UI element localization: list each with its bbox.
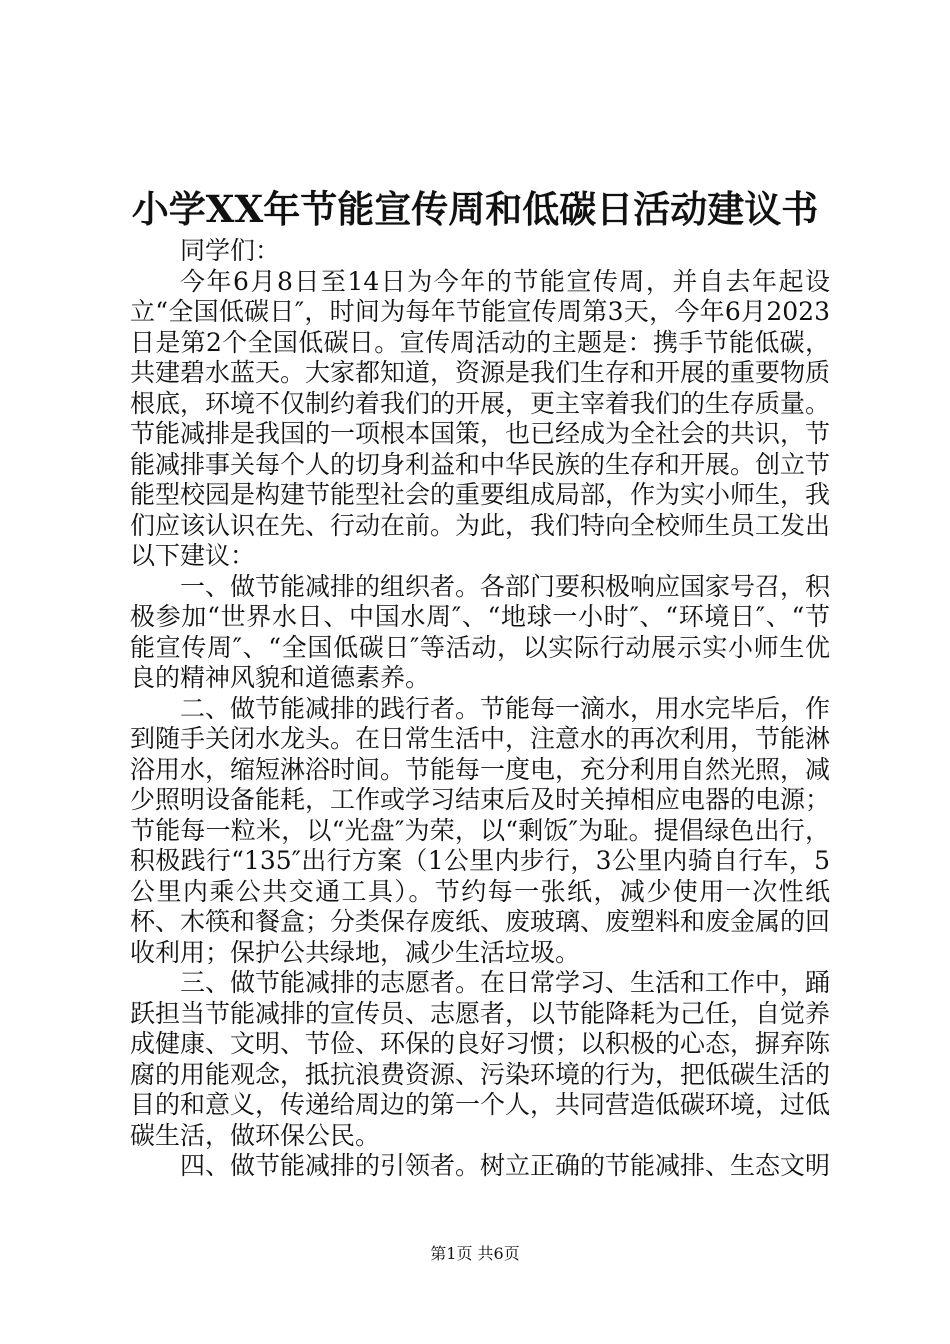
document-body [130,236,830,1182]
body-paragraph: 一、做节能减排的组织者。各部门要积极响应国家号召，积极参加“世界水日、中国水周″、“地球一小时″、“环境日″、“节能宣传周″、“全国低碳日″等活动，以实际行动展示实小师生优良的精神风貌和道德素养。 [130,571,831,692]
body-paragraph: 二、做节能减排的践行者。节能每一滴水，用水完毕后，作到随手关闭水龙头。在日常生活中，注意水的再次利用，节能淋浴用水，缩短淋浴时间。节能每一度电，充分利用自然光照，减少照明设备能耗，工作或学习结束后及时关掉相应电器的电源；节能每一粒米，以“光盘″为荣，以“剩饭″为耻。提倡绿色出行，积极践行“135″出行方案（1公里内步行，3公里内骑自行车，5公里内乘公共交通工具）。节约每一张纸，减少使用一次性纸杯、木筷和餐盒；分类保存废纸、废玻璃、废塑料和废金属的回收利用；保护公共绿地，减少生活垃圾。 [130,693,831,967]
body-paragraph: 三、做节能减排的志愿者。在日常学习、生活和工作中，踊跃担当节能减排的宣传员、志愿者，以节能降耗为己任，自觉养成健康、文明、节俭、环保的良好习惯；以积极的心态，摒弃陈腐的用能观念，抵抗浪费资源、污染环境的行为，把低碳生活的目的和意义，传递给周边的第一个人，共同营造低碳环境，过低碳生活，做环保公民。 [130,968,831,1150]
body-paragraph: 今年6月8日至14日为今年的节能宣传周，并自去年起设立“全国低碳日″，时间为每年节能宣传周第3天，今年6月2023日是第2个全国低碳日。宣传周活动的主题是：携手节能低碳，共建碧水蓝天。大家都知道，资源是我们生存和开展的重要物质根底，环境不仅制约着我们的开展，更主宰着我们的生存质量。节能减排是我国的一项根本国策，也已经成为全社会的共识，节能减排事关每个人的切身利益和中华民族的生存和开展。创立节能型校园是构建节能型社会的重要组成局部，作为实小师生，我们应该认识在先、行动在前。为此，我们特向全校师生员工发出以下建议： [130,266,831,570]
salutation: 同学们： [180,236,281,265]
body-paragraph: 四、做节能减排的引领者。树立正确的节能减排、生态文明 [180,1151,831,1180]
page-number-footer: 第1页 共6页 [430,1244,520,1263]
document-title: 小学XX年节能宣传周和低碳日活动建议书 [131,187,819,231]
